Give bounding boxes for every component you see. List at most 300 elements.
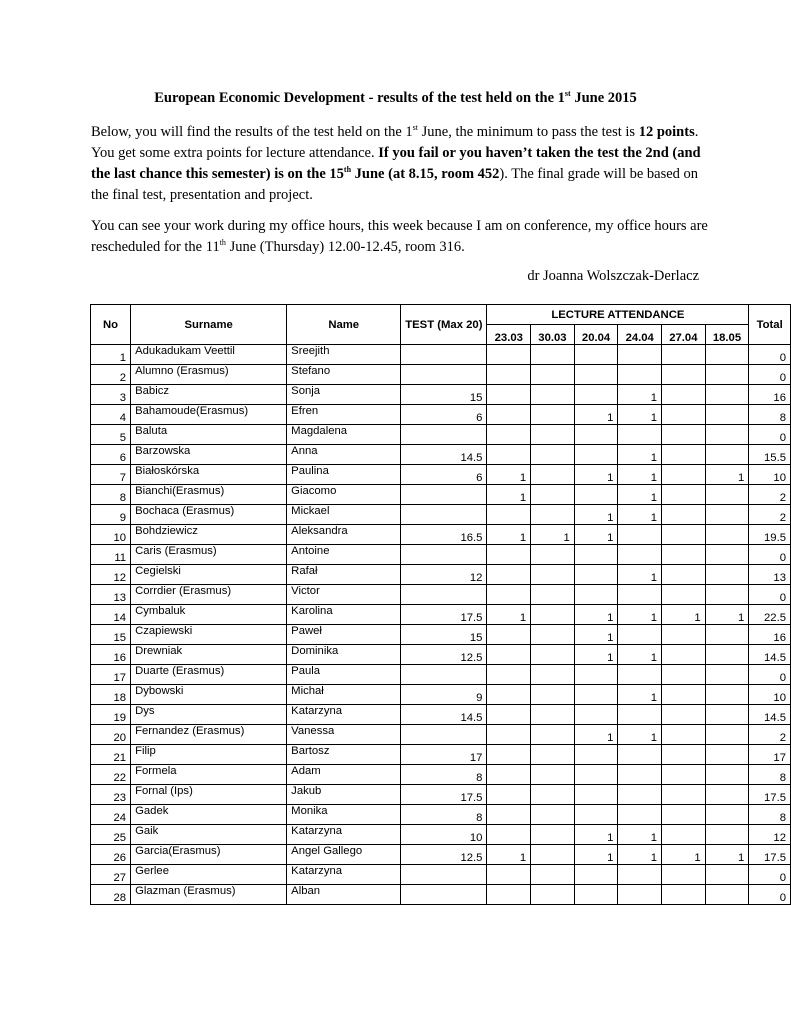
header-date: 18.05 bbox=[705, 325, 749, 345]
row-name: Katarzyna bbox=[287, 825, 401, 845]
row-name: Paweł bbox=[287, 625, 401, 645]
row-surname: Barzowska bbox=[131, 445, 287, 465]
row-number: 25 bbox=[91, 825, 131, 845]
row-attendance bbox=[487, 825, 531, 845]
row-attendance bbox=[705, 505, 749, 525]
row-test-score: 6 bbox=[401, 465, 487, 485]
row-name: Stefano bbox=[287, 365, 401, 385]
header-name: Name bbox=[287, 305, 401, 345]
row-number: 5 bbox=[91, 425, 131, 445]
row-attendance bbox=[662, 865, 706, 885]
row-attendance bbox=[531, 885, 575, 905]
row-attendance: 1 bbox=[618, 565, 662, 585]
table-row bbox=[91, 465, 791, 485]
row-attendance: 1 bbox=[705, 605, 749, 625]
row-number: 20 bbox=[91, 725, 131, 745]
row-attendance bbox=[705, 725, 749, 745]
row-number: 9 bbox=[91, 505, 131, 525]
row-number: 6 bbox=[91, 445, 131, 465]
row-attendance bbox=[487, 785, 531, 805]
row-attendance bbox=[705, 345, 749, 365]
row-attendance bbox=[662, 365, 706, 385]
row-attendance: 1 bbox=[662, 605, 706, 625]
header-date: 24.04 bbox=[618, 325, 662, 345]
row-test-score bbox=[401, 345, 487, 365]
results-table bbox=[90, 304, 791, 905]
row-total: 15.5 bbox=[749, 445, 791, 465]
row-attendance bbox=[531, 485, 575, 505]
row-test-score bbox=[401, 665, 487, 685]
row-number: 10 bbox=[91, 525, 131, 545]
row-attendance bbox=[618, 805, 662, 825]
row-total: 22.5 bbox=[749, 605, 791, 625]
row-attendance bbox=[662, 825, 706, 845]
row-name: Giacomo bbox=[287, 485, 401, 505]
row-name: Angel Gallego bbox=[287, 845, 401, 865]
row-attendance bbox=[574, 685, 618, 705]
row-attendance bbox=[531, 605, 575, 625]
row-attendance bbox=[574, 885, 618, 905]
row-total: 12 bbox=[749, 825, 791, 845]
row-attendance bbox=[487, 765, 531, 785]
row-attendance: 1 bbox=[618, 465, 662, 485]
row-name: Vanessa bbox=[287, 725, 401, 745]
row-attendance bbox=[662, 385, 706, 405]
row-attendance: 1 bbox=[531, 525, 575, 545]
row-test-score bbox=[401, 545, 487, 565]
row-attendance bbox=[487, 505, 531, 525]
row-attendance bbox=[487, 365, 531, 385]
table-row bbox=[91, 845, 791, 865]
row-name: Jakub bbox=[287, 785, 401, 805]
row-attendance bbox=[531, 765, 575, 785]
row-attendance bbox=[487, 405, 531, 425]
row-test-score: 14.5 bbox=[401, 705, 487, 725]
row-attendance bbox=[487, 685, 531, 705]
row-attendance bbox=[574, 585, 618, 605]
row-attendance bbox=[618, 525, 662, 545]
row-attendance bbox=[705, 705, 749, 725]
results-table-body bbox=[91, 345, 791, 905]
row-attendance bbox=[705, 485, 749, 505]
row-attendance bbox=[531, 585, 575, 605]
row-attendance bbox=[662, 485, 706, 505]
row-name: Dominika bbox=[287, 645, 401, 665]
row-number: 18 bbox=[91, 685, 131, 705]
row-attendance bbox=[487, 805, 531, 825]
row-attendance bbox=[662, 745, 706, 765]
row-attendance: 1 bbox=[618, 725, 662, 745]
row-number: 15 bbox=[91, 625, 131, 645]
row-test-score: 9 bbox=[401, 685, 487, 705]
row-attendance bbox=[705, 625, 749, 645]
table-row bbox=[91, 685, 791, 705]
row-number: 2 bbox=[91, 365, 131, 385]
row-attendance bbox=[574, 485, 618, 505]
row-number: 8 bbox=[91, 485, 131, 505]
row-number: 7 bbox=[91, 465, 131, 485]
row-total: 0 bbox=[749, 865, 791, 885]
row-surname: Filip bbox=[131, 745, 287, 765]
row-attendance bbox=[574, 765, 618, 785]
row-name: Rafał bbox=[287, 565, 401, 585]
row-attendance bbox=[531, 565, 575, 585]
row-surname: Bochaca (Erasmus) bbox=[131, 505, 287, 525]
row-test-score bbox=[401, 885, 487, 905]
table-row bbox=[91, 545, 791, 565]
row-attendance bbox=[618, 745, 662, 765]
row-attendance: 1 bbox=[574, 605, 618, 625]
row-attendance bbox=[705, 445, 749, 465]
row-attendance bbox=[574, 865, 618, 885]
row-test-score: 15 bbox=[401, 385, 487, 405]
row-attendance bbox=[487, 885, 531, 905]
row-attendance bbox=[618, 345, 662, 365]
row-surname: Dybowski bbox=[131, 685, 287, 705]
row-surname: Bianchi(Erasmus) bbox=[131, 485, 287, 505]
table-row bbox=[91, 365, 791, 385]
row-attendance bbox=[487, 385, 531, 405]
row-attendance bbox=[705, 565, 749, 585]
row-surname: Bahamoude(Erasmus) bbox=[131, 405, 287, 425]
row-number: 22 bbox=[91, 765, 131, 785]
row-name: Michał bbox=[287, 685, 401, 705]
row-name: Anna bbox=[287, 445, 401, 465]
row-attendance bbox=[705, 785, 749, 805]
row-attendance bbox=[487, 425, 531, 445]
row-attendance bbox=[487, 725, 531, 745]
row-total: 17.5 bbox=[749, 785, 791, 805]
row-total: 8 bbox=[749, 805, 791, 825]
row-attendance bbox=[531, 685, 575, 705]
row-attendance bbox=[487, 625, 531, 645]
row-number: 17 bbox=[91, 665, 131, 685]
table-row bbox=[91, 745, 791, 765]
row-surname: Caris (Erasmus) bbox=[131, 545, 287, 565]
row-total: 13 bbox=[749, 565, 791, 585]
row-surname: Formela bbox=[131, 765, 287, 785]
row-attendance bbox=[574, 785, 618, 805]
row-number: 11 bbox=[91, 545, 131, 565]
row-attendance bbox=[662, 785, 706, 805]
row-attendance bbox=[618, 625, 662, 645]
row-attendance: 1 bbox=[618, 385, 662, 405]
row-attendance bbox=[531, 545, 575, 565]
row-test-score bbox=[401, 505, 487, 525]
row-number: 26 bbox=[91, 845, 131, 865]
row-name: Karolina bbox=[287, 605, 401, 625]
row-attendance bbox=[662, 645, 706, 665]
row-attendance bbox=[574, 365, 618, 385]
row-total: 2 bbox=[749, 725, 791, 745]
row-attendance bbox=[531, 865, 575, 885]
table-row bbox=[91, 485, 791, 505]
row-total: 0 bbox=[749, 885, 791, 905]
row-attendance: 1 bbox=[618, 825, 662, 845]
row-attendance bbox=[531, 645, 575, 665]
row-attendance: 1 bbox=[487, 845, 531, 865]
row-attendance bbox=[662, 345, 706, 365]
header-total: Total bbox=[749, 305, 791, 345]
row-test-score: 12.5 bbox=[401, 845, 487, 865]
table-row bbox=[91, 645, 791, 665]
row-attendance bbox=[618, 865, 662, 885]
row-name: Mickael bbox=[287, 505, 401, 525]
row-attendance: 1 bbox=[574, 625, 618, 645]
table-row bbox=[91, 785, 791, 805]
row-attendance bbox=[705, 425, 749, 445]
row-attendance bbox=[531, 445, 575, 465]
row-attendance bbox=[662, 445, 706, 465]
header-surname: Surname bbox=[131, 305, 287, 345]
row-attendance bbox=[662, 625, 706, 645]
row-surname: Glazman (Erasmus) bbox=[131, 885, 287, 905]
row-attendance bbox=[574, 565, 618, 585]
table-row bbox=[91, 565, 791, 585]
row-attendance bbox=[574, 665, 618, 685]
row-total: 14.5 bbox=[749, 705, 791, 725]
header-lecture-attendance: LECTURE ATTENDANCE bbox=[487, 305, 749, 325]
row-test-score bbox=[401, 425, 487, 445]
table-row bbox=[91, 825, 791, 845]
row-attendance bbox=[662, 525, 706, 545]
row-attendance bbox=[662, 725, 706, 745]
row-attendance bbox=[531, 805, 575, 825]
row-attendance bbox=[618, 885, 662, 905]
row-name: Antoine bbox=[287, 545, 401, 565]
row-attendance: 1 bbox=[574, 825, 618, 845]
row-attendance bbox=[531, 345, 575, 365]
row-attendance bbox=[574, 705, 618, 725]
row-attendance bbox=[531, 465, 575, 485]
table-row bbox=[91, 765, 791, 785]
table-row bbox=[91, 505, 791, 525]
row-attendance bbox=[705, 865, 749, 885]
row-surname: Babicz bbox=[131, 385, 287, 405]
row-test-score bbox=[401, 865, 487, 885]
row-test-score: 12.5 bbox=[401, 645, 487, 665]
row-attendance bbox=[705, 805, 749, 825]
row-attendance bbox=[662, 705, 706, 725]
row-attendance: 1 bbox=[487, 485, 531, 505]
row-attendance bbox=[531, 825, 575, 845]
row-attendance bbox=[705, 885, 749, 905]
header-date: 20.04 bbox=[574, 325, 618, 345]
row-total: 0 bbox=[749, 585, 791, 605]
row-surname: Bohdziewicz bbox=[131, 525, 287, 545]
row-attendance bbox=[487, 665, 531, 685]
row-total: 8 bbox=[749, 765, 791, 785]
row-name: Efren bbox=[287, 405, 401, 425]
row-surname: Dys bbox=[131, 705, 287, 725]
row-attendance bbox=[531, 625, 575, 645]
intro-paragraph: Below, you will find the results of the test held on the 1st June, the minimum to pass the test is 12 points. You get some extra points for lecture attendance. If you fail or you haven’t taken the test the 2nd (and the last chance this semester) is on the 15th June (at 8.15, room 452). The final grade will be based on the final test, presentation and project. bbox=[91, 123, 701, 203]
row-surname: Baluta bbox=[131, 425, 287, 445]
row-total: 10 bbox=[749, 465, 791, 485]
row-attendance bbox=[705, 385, 749, 405]
row-surname: Adukadukam Veettil bbox=[131, 345, 287, 365]
row-name: Victor bbox=[287, 585, 401, 605]
row-attendance bbox=[574, 545, 618, 565]
row-surname: Gadek bbox=[131, 805, 287, 825]
row-test-score bbox=[401, 725, 487, 745]
row-attendance bbox=[574, 345, 618, 365]
row-name: Katarzyna bbox=[287, 705, 401, 725]
row-total: 10 bbox=[749, 685, 791, 705]
table-row bbox=[91, 585, 791, 605]
row-attendance bbox=[487, 545, 531, 565]
row-attendance: 1 bbox=[618, 405, 662, 425]
row-attendance bbox=[705, 585, 749, 605]
row-name: Bartosz bbox=[287, 745, 401, 765]
row-attendance bbox=[487, 445, 531, 465]
signature: dr Joanna Wolszczak-Derlacz bbox=[527, 268, 699, 284]
row-attendance: 1 bbox=[574, 465, 618, 485]
row-attendance bbox=[487, 705, 531, 725]
row-attendance bbox=[487, 865, 531, 885]
row-attendance bbox=[662, 665, 706, 685]
table-row bbox=[91, 805, 791, 825]
row-attendance bbox=[531, 405, 575, 425]
row-attendance bbox=[618, 585, 662, 605]
row-number: 16 bbox=[91, 645, 131, 665]
table-row bbox=[91, 405, 791, 425]
row-attendance bbox=[705, 545, 749, 565]
row-attendance bbox=[705, 825, 749, 845]
row-test-score: 12 bbox=[401, 565, 487, 585]
row-total: 0 bbox=[749, 425, 791, 445]
table-row bbox=[91, 445, 791, 465]
row-attendance bbox=[705, 525, 749, 545]
row-number: 23 bbox=[91, 785, 131, 805]
row-attendance bbox=[574, 385, 618, 405]
office-hours-paragraph: You can see your work during my office hours, this week because I am on conference, my office hours are rescheduled for the 11th June (Thursday) 12.00-12.45, room 316. bbox=[91, 218, 708, 255]
row-attendance bbox=[705, 765, 749, 785]
row-surname: Gerlee bbox=[131, 865, 287, 885]
row-name: Sreejith bbox=[287, 345, 401, 365]
row-attendance bbox=[618, 545, 662, 565]
row-test-score: 16.5 bbox=[401, 525, 487, 545]
row-attendance bbox=[662, 545, 706, 565]
row-total: 8 bbox=[749, 405, 791, 425]
row-surname: Alumno (Erasmus) bbox=[131, 365, 287, 385]
row-attendance bbox=[618, 425, 662, 445]
row-attendance bbox=[618, 785, 662, 805]
table-row bbox=[91, 605, 791, 625]
row-number: 4 bbox=[91, 405, 131, 425]
table-row bbox=[91, 705, 791, 725]
row-attendance bbox=[574, 745, 618, 765]
row-total: 0 bbox=[749, 665, 791, 685]
row-total: 17.5 bbox=[749, 845, 791, 865]
row-attendance bbox=[531, 425, 575, 445]
row-total: 14.5 bbox=[749, 645, 791, 665]
row-surname: Garcia(Erasmus) bbox=[131, 845, 287, 865]
row-name: Alban bbox=[287, 885, 401, 905]
header-no: No bbox=[91, 305, 131, 345]
row-attendance: 1 bbox=[574, 525, 618, 545]
row-name: Katarzyna bbox=[287, 865, 401, 885]
header-test: TEST (Max 20) bbox=[401, 305, 487, 345]
row-attendance bbox=[487, 585, 531, 605]
table-row bbox=[91, 725, 791, 745]
row-attendance bbox=[574, 425, 618, 445]
row-attendance: 1 bbox=[574, 405, 618, 425]
row-attendance bbox=[705, 685, 749, 705]
row-attendance bbox=[531, 705, 575, 725]
row-name: Magdalena bbox=[287, 425, 401, 445]
row-attendance bbox=[705, 365, 749, 385]
row-attendance: 1 bbox=[487, 465, 531, 485]
row-test-score bbox=[401, 485, 487, 505]
table-row bbox=[91, 385, 791, 405]
row-total: 0 bbox=[749, 345, 791, 365]
row-attendance bbox=[487, 645, 531, 665]
table-row bbox=[91, 625, 791, 645]
header-date: 30.03 bbox=[531, 325, 575, 345]
row-attendance bbox=[662, 565, 706, 585]
row-total: 0 bbox=[749, 545, 791, 565]
row-number: 24 bbox=[91, 805, 131, 825]
row-test-score: 10 bbox=[401, 825, 487, 845]
row-surname: Cegielski bbox=[131, 565, 287, 585]
row-number: 14 bbox=[91, 605, 131, 625]
row-attendance: 1 bbox=[618, 605, 662, 625]
row-surname: Białoskórska bbox=[131, 465, 287, 485]
row-name: Paulina bbox=[287, 465, 401, 485]
row-attendance bbox=[705, 665, 749, 685]
row-total: 2 bbox=[749, 505, 791, 525]
row-attendance bbox=[574, 805, 618, 825]
row-attendance bbox=[662, 505, 706, 525]
row-total: 16 bbox=[749, 385, 791, 405]
table-row bbox=[91, 865, 791, 885]
row-attendance bbox=[487, 745, 531, 765]
row-attendance bbox=[531, 745, 575, 765]
row-number: 13 bbox=[91, 585, 131, 605]
row-test-score: 17.5 bbox=[401, 605, 487, 625]
row-name: Paula bbox=[287, 665, 401, 685]
row-attendance: 1 bbox=[618, 645, 662, 665]
row-surname: Fornal (Ips) bbox=[131, 785, 287, 805]
row-test-score: 17 bbox=[401, 745, 487, 765]
row-total: 17 bbox=[749, 745, 791, 765]
row-name: Monika bbox=[287, 805, 401, 825]
row-attendance: 1 bbox=[574, 645, 618, 665]
row-attendance bbox=[531, 385, 575, 405]
row-attendance: 1 bbox=[618, 685, 662, 705]
row-surname: Duarte (Erasmus) bbox=[131, 665, 287, 685]
header-date: 27.04 bbox=[662, 325, 706, 345]
row-attendance: 1 bbox=[574, 845, 618, 865]
row-attendance: 1 bbox=[662, 845, 706, 865]
row-attendance: 1 bbox=[487, 605, 531, 625]
row-number: 3 bbox=[91, 385, 131, 405]
row-attendance bbox=[618, 365, 662, 385]
header-date: 23.03 bbox=[487, 325, 531, 345]
document-title: European Economic Development - results of the test held on the 1st June 2015 bbox=[154, 89, 637, 106]
row-name: Aleksandra bbox=[287, 525, 401, 545]
row-number: 27 bbox=[91, 865, 131, 885]
row-name: Sonja bbox=[287, 385, 401, 405]
row-attendance bbox=[531, 785, 575, 805]
row-attendance: 1 bbox=[705, 845, 749, 865]
row-number: 19 bbox=[91, 705, 131, 725]
row-attendance bbox=[531, 725, 575, 745]
row-test-score: 8 bbox=[401, 805, 487, 825]
row-attendance bbox=[662, 685, 706, 705]
row-attendance bbox=[618, 705, 662, 725]
